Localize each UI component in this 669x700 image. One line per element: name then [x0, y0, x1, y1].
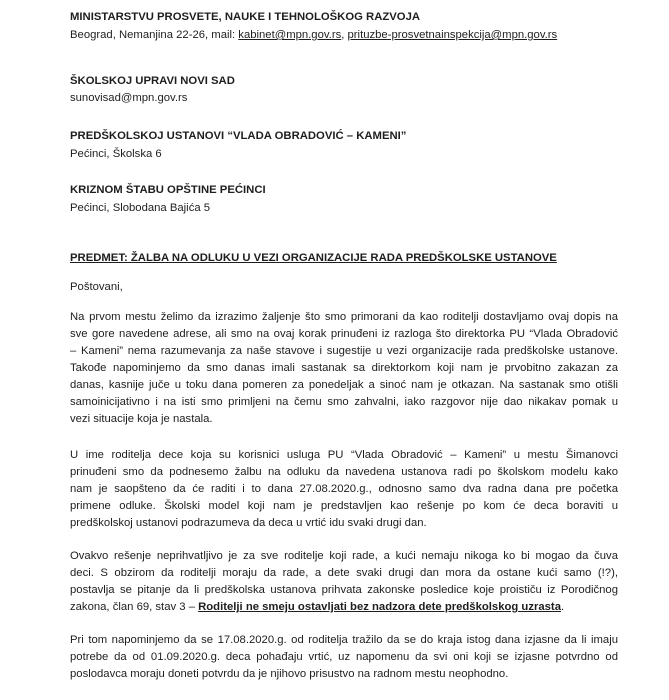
paragraph-3-line: Ovakvo rešenje neprihvatljivo je za sve roditelje koji rade, a kući nemaju nikoga ko bi mogao da čuva	[70, 550, 618, 562]
paragraph-2-line: predškolskoj ustanovi podrazumeva da deca u vrtić idu svaki drugi dan.	[70, 517, 427, 529]
recipient-preschool-address: Pećinci, Školska 6	[70, 148, 162, 160]
recipient-school-admin-name: ŠKOLSKOJ UPRAVI NOVI SAD	[70, 75, 235, 87]
paragraph-2-line: primene odluke. Školski model koji nam je predstavljen kao rešenje po kom će deca boraviti u	[70, 500, 618, 512]
paragraph-1-line: vezi situacije koja je nastala.	[70, 413, 213, 425]
law-quote-end: .	[560, 601, 565, 613]
paragraph-3-line: postavlja se pitanje da li predškolska ustanova prihvata zakonske posledice koje proističu iz Porodičnog	[70, 584, 618, 596]
email-link-prituzbe[interactable]: prituzbe-prosvetnainspekcija@mpn.gov.rs	[347, 29, 558, 41]
email-separator: ,	[341, 29, 348, 41]
paragraph-1-line: – Kameni” nema razumevanja za naše stavove i sugestije u vezi organizacije rada predškolske ustanove.	[70, 345, 618, 357]
paragraph-2-line: U ime roditelja dece koja su korisnici usluga PU “Vlada Obradović – Kameni” u mestu Šimanovci	[70, 449, 618, 461]
paragraph-1-line: samoinicijativno i na isti smo primljeni na čemu smo zahvalni, iako razgovor nije dao nikakav pomak u	[70, 396, 618, 408]
recipient-preschool-name: PREDŠKOLSKOJ USTANOVI “VLADA OBRADOVIĆ – KAMENI”	[70, 130, 407, 142]
paragraph-2-line: prinuđeni smo da podnesemo žalbu na odluku da navedena ustanova radi po školskom modelu kako	[70, 466, 618, 478]
recipient-ministry-address	[70, 29, 630, 41]
paragraph-1-line: Takođe napominjemo da smo danas imali sastanak sa direktorkom koji nam je prvobitno zakazan za	[70, 362, 618, 374]
law-citation: zakona, član 69, stav 3 –	[70, 601, 199, 613]
recipient-ministry-address-prefix: Beograd, Nemanjina 22-26, mail:	[70, 29, 239, 41]
paragraph-2	[70, 447, 618, 532]
paragraph-1-line: Na prvom mestu želimo da izrazimo žaljenje što smo primorani da kao roditelji dostavljamo ovaj dopis na	[70, 311, 618, 323]
recipient-ministry-name: MINISTARSTVU PROSVETE, NAUKE I TEHNOLOŠKOG RAZVOJA	[70, 11, 421, 23]
greeting: Poštovani,	[70, 281, 123, 293]
paragraph-4-line: potrebe da od 01.09.2020.g. deca pohađaju vrtić, uz napomenu da svi oni koji se izjasne potvrdno od	[70, 651, 618, 663]
paragraph-1-line: danas, kasnije juče u toku dana pomeren za ponedeljak a sinoć nam je otkazan. Na sastanak smo otišli	[70, 379, 618, 391]
paragraph-4-line: Pri tom napominjemo da se 17.08.2020.g. od roditelja tražilo da se do kraja istog dana izjasne da li imaju	[70, 634, 618, 646]
email-link-kabinet[interactable]: kabinet@mpn.gov.rs	[238, 29, 342, 41]
paragraph-3	[70, 548, 618, 616]
paragraph-4-line: poslodavca moraju doneti potvrdu da je njihovo prisustvo na radnom mestu neophodno.	[70, 668, 509, 680]
paragraph-4	[70, 632, 618, 683]
recipient-crisis-staff-address: Pećinci, Slobodana Bajića 5	[70, 202, 211, 214]
paragraph-1	[70, 309, 618, 428]
paragraph-2-line: nam je saopšteno da će raditi i to dana 27.08.2020.g., odnosno samo dva radna dana pre početka	[70, 483, 618, 495]
law-quote-emphasis: Roditelji ne smeju ostavljati bez nadzora dete predškolskog uzrasta	[198, 601, 561, 613]
paragraph-1-line: sve gore navedene adrese, ali smo na ovaj korak prinuđeni iz razloga što direktorka PU “Vlada Obradović	[70, 328, 618, 340]
recipient-school-admin-address: sunovisad@mpn.gov.rs	[70, 92, 188, 104]
recipient-crisis-staff-name: KRIZNOM ŠTABU OPŠTINE PEĆINCI	[70, 184, 266, 196]
paragraph-3-last-line	[70, 599, 618, 616]
paragraph-3-line: deci. S obzirom da roditelji moraju da rade, a dete svaki drugi dan mora da ostane kući samo (!?),	[70, 567, 618, 579]
subject-line: PREDMET: ŽALBA NA ODLUKU U VEZI ORGANIZACIJE RADA PREDŠKOLSKE USTANOVE	[70, 252, 557, 264]
